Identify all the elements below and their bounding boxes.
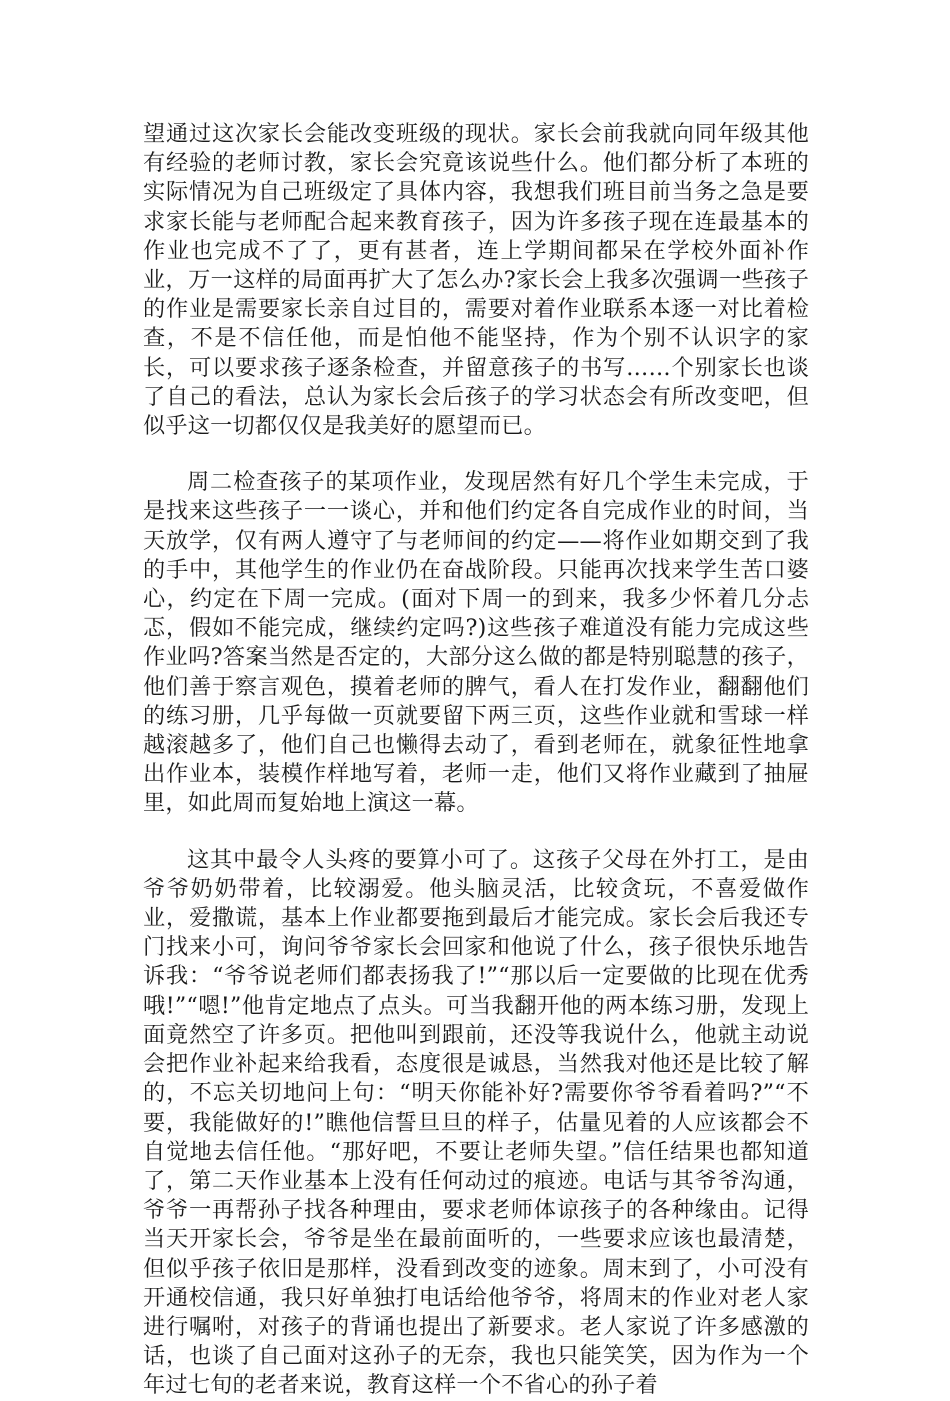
document-body	[143, 120, 809, 1401]
paragraph-2: 周二检查孩子的某项作业，发现居然有好几个学生未完成，于是找来这些孩子一一谈心，并和他们约定各自完成作业的时间，当天放学，仅有两人遵守了与老师间的约定——将作业如期交到了我的手中，其他学生的作业仍在奋战阶段。只能再次找来学生苦口婆心，约定在下周一完成。(面对下周一的到来，我多少怀着几分忐忑，假如不能完成，继续约定吗?)这些孩子难道没有能力完成这些作业吗?答案当然是否定的，大部分这么做的都是特别聪慧的孩子，他们善于察言观色，摸着老师的脾气，看人在打发作业，翻翻他们的练习册，几乎每做一页就要留下两三页，这些作业就和雪球一样越滚越多了，他们自己也懒得去动了，看到老师在，就象征性地拿出作业本，装模作样地写着，老师一走，他们又将作业藏到了抽屉里，如此周而复始地上演这一幕。	[143, 469, 809, 817]
paragraph-3: 这其中最令人头疼的要算小可了。这孩子父母在外打工，是由爷爷奶奶带着，比较溺爱。他头脑灵活，比较贪玩，不喜爱做作业，爱撒谎，基本上作业都要拖到最后才能完成。家长会后我还专门找来小可，询问爷爷家长会回家和他说了什么，孩子很快乐地告诉我：“爷爷说老师们都表扬我了!”“那以后一定要做的比现在优秀哦!”“嗯!”他肯定地点了点头。可当我翻开他的两本练习册，发现上面竟然空了许多页。把他叫到跟前，还没等我说什么，他就主动说会把作业补起来给我看，态度很是诚恳，当然我对他还是比较了解的，不忘关切地问上句：“明天你能补好?需要你爷爷看着吗?”“不要，我能做好的!”瞧他信誓旦旦的样子，估量见着的人应该都会不自觉地去信任他。“那好吧，不要让老师失望。”信任结果也都知道了，第二天作业基本上没有任何动过的痕迹。电话与其爷爷沟通，爷爷一再帮孙子找各种理由，要求老师体谅孩子的各种缘由。记得当天开家长会，爷爷是坐在最前面听的，一些要求应该也最清楚，但似乎孩子依旧是那样，没看到改变的迹象。周末到了，小可没有开通校信通，我只好单独打电话给他爷爷，将周末的作业对老人家进行嘱咐，对孩子的背诵也提出了新要求。老人家说了许多感激的话，也谈了自己面对这孙子的无奈，我也只能笑笑，因为作为一个年过七旬的老者来说，教育这样一个不省心的孙子着	[143, 846, 809, 1399]
paragraph-1: 望通过这次家长会能改变班级的现状。家长会前我就向同年级其他有经验的老师讨教，家长会究竟该说些什么。他们都分析了本班的实际情况为自己班级定了具体内容，我想我们班目前当务之急是要求家长能与老师配合起来教育孩子，因为许多孩子现在连最基本的作业也完成不了了，更有甚者，连上学期间都呆在学校外面补作业，万一这样的局面再扩大了怎么办?家长会上我多次强调一些孩子的作业是需要家长亲自过目的，需要对着作业联系本逐一对比着检查，不是不信任他，而是怕他不能坚持，作为个别不认识字的家长，可以要求孩子逐条检查，并留意孩子的书写……个别家长也谈了自己的看法，总认为家长会后孩子的学习状态会有所改变吧，但似乎这一切都仅仅是我美好的愿望而已。	[143, 121, 809, 440]
